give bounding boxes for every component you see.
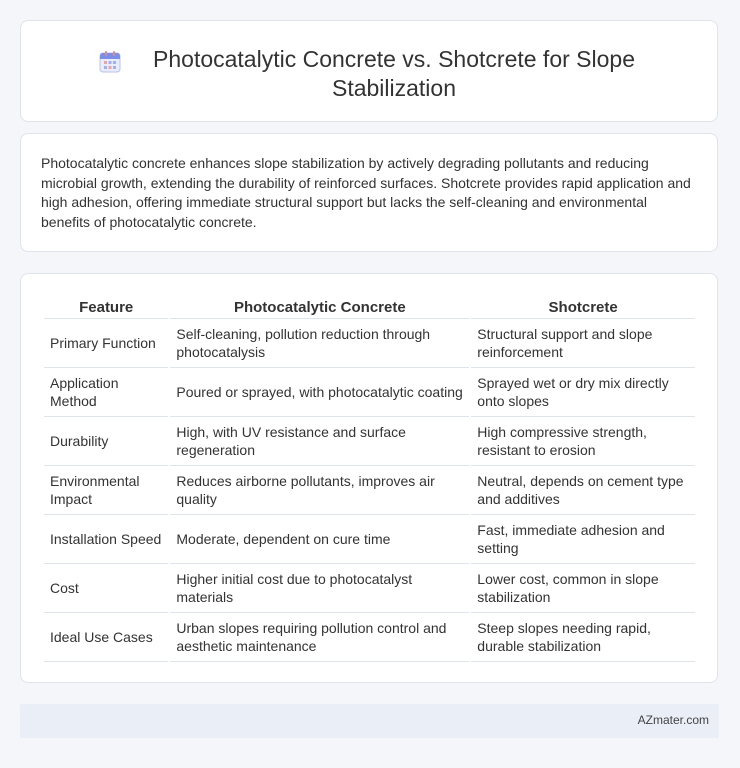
photocatalytic-cell: Higher initial cost due to photocatalyst materials [170, 564, 469, 613]
photocatalytic-cell: High, with UV resistance and surface regeneration [170, 417, 469, 466]
table-row [44, 368, 695, 417]
shotcrete-cell: Structural support and slope reinforcement [471, 319, 695, 368]
intro-paragraph: Photocatalytic concrete enhances slope stabilization by actively degrading pollutants and reducing microbial growth, extending the durability of reinforced surfaces. Shotcrete provides rapid application and high adhesion, offering immediate structural support but lacks the self-cleaning and environmental benefits of photocatalytic concrete. [41, 155, 691, 230]
comparison-card [20, 273, 718, 683]
feature-cell: Ideal Use Cases [44, 613, 168, 662]
photocatalytic-cell: Poured or sprayed, with photocatalytic coating [170, 368, 469, 417]
comparison-table [42, 296, 697, 662]
shotcrete-cell: Lower cost, common in slope stabilization [471, 564, 695, 613]
feature-cell: Application Method [44, 368, 168, 417]
shotcrete-cell: Steep slopes needing rapid, durable stabilization [471, 613, 695, 662]
photocatalytic-cell: Reduces airborne pollutants, improves air quality [170, 466, 469, 515]
table-row [44, 319, 695, 368]
table-row [44, 564, 695, 613]
shotcrete-cell: Neutral, depends on cement type and additives [471, 466, 695, 515]
table-row [44, 613, 695, 662]
table-row [44, 466, 695, 515]
feature-cell: Installation Speed [44, 515, 168, 564]
column-header-feature: Feature [44, 296, 168, 319]
table-row [44, 515, 695, 564]
intro-card [20, 133, 718, 252]
feature-cell: Primary Function [44, 319, 168, 368]
feature-cell: Cost [44, 564, 168, 613]
title-card [20, 20, 718, 122]
title-area [21, 45, 717, 103]
column-header-photocatalytic: Photocatalytic Concrete [170, 296, 469, 319]
table-header-row [44, 296, 695, 319]
footer-site-link[interactable]: AZmater.com [637, 713, 709, 727]
feature-cell: Environmental Impact [44, 466, 168, 515]
column-header-shotcrete: Shotcrete [471, 296, 695, 319]
calendar-icon [99, 50, 121, 74]
photocatalytic-cell: Self-cleaning, pollution reduction through photocatalysis [170, 319, 469, 368]
shotcrete-cell: High compressive strength, resistant to erosion [471, 417, 695, 466]
page-title: Photocatalytic Concrete vs. Shotcrete for Slope Stabilization [153, 46, 635, 101]
photocatalytic-cell: Moderate, dependent on cure time [170, 515, 469, 564]
shotcrete-cell: Fast, immediate adhesion and setting [471, 515, 695, 564]
footer-bar [20, 704, 719, 738]
table-row [44, 417, 695, 466]
feature-cell: Durability [44, 417, 168, 466]
photocatalytic-cell: Urban slopes requiring pollution control and aesthetic maintenance [170, 613, 469, 662]
shotcrete-cell: Sprayed wet or dry mix directly onto slopes [471, 368, 695, 417]
